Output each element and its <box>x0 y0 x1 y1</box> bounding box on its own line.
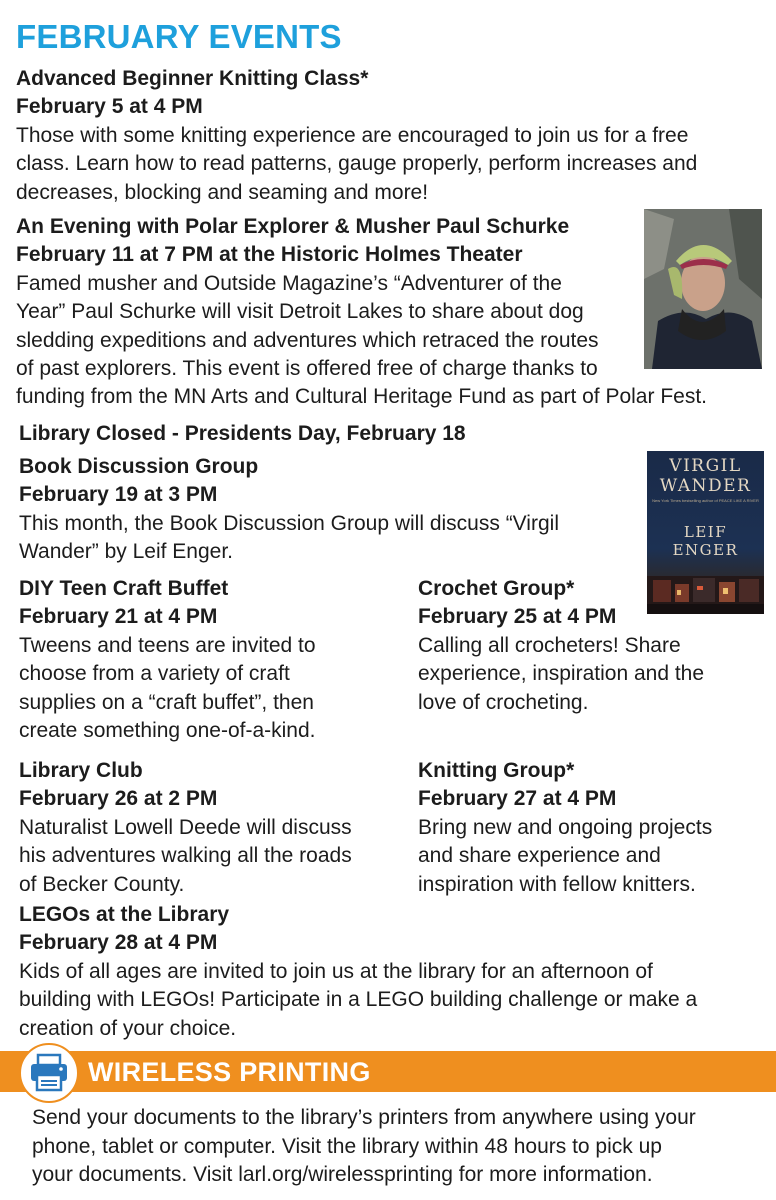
event-knitting-class <box>16 65 761 207</box>
event-desc-line: choose from a variety of craft <box>19 662 290 686</box>
event-desc-line: love of crocheting. <box>418 690 589 714</box>
event-date: February 21 at 4 PM <box>19 605 218 629</box>
event-name: Advanced Beginner Knitting Class* <box>16 67 369 90</box>
event-date: February 25 at 4 PM <box>418 605 617 629</box>
event-name: DIY Teen Craft Buffet <box>19 577 229 600</box>
event-name: Library Club <box>19 759 143 782</box>
event-desc-line: Wander” by Leif Enger. <box>19 540 233 564</box>
event-book-discussion <box>19 453 639 567</box>
event-desc-line: experience, inspiration and the <box>418 662 705 686</box>
page-title: FEBRUARY EVENTS <box>16 18 342 55</box>
event-date: February 19 at 3 PM <box>19 483 218 507</box>
event-desc-line: of Becker County. <box>19 872 185 896</box>
book-title-line: VIRGIL <box>669 456 742 476</box>
wireless-printing-title: WIRELESS PRINTING <box>88 1057 371 1087</box>
event-desc-line: Tweens and teens are invited to <box>19 633 316 657</box>
wireless-line: your documents. Visit larl.org/wirelessprinting for more information. <box>32 1163 653 1187</box>
event-desc-line: Bring new and ongoing projects <box>418 815 713 839</box>
event-date: February 28 at 4 PM <box>19 931 218 955</box>
event-desc-line: Famed musher and Outside Magazine’s “Adventurer of the <box>16 271 562 295</box>
event-desc-line: building with LEGOs! Participate in a LEGO building challenge or make a <box>19 988 698 1012</box>
event-desc-line: his adventures walking all the roads <box>19 844 352 868</box>
event-desc-line: inspiration with fellow knitters. <box>418 872 696 896</box>
event-knitting-group <box>418 757 763 899</box>
event-name: LEGOs at the Library <box>19 903 230 926</box>
event-library-club <box>19 757 409 899</box>
event-date: February 5 at 4 PM <box>16 95 203 119</box>
event-desc-line: create something one-of-a-kind. <box>19 719 316 743</box>
event-name: Crochet Group* <box>418 577 575 600</box>
event-desc-line: supplies on a “craft buffet”, then <box>19 690 314 714</box>
wireless-printing-text <box>32 1104 762 1190</box>
event-desc-line: decreases, blocking and seaming and more! <box>16 180 429 204</box>
book-title-line: WANDER <box>659 476 752 496</box>
event-desc-line: creation of your choice. <box>19 1016 237 1040</box>
event-legos <box>19 901 764 1043</box>
paul-schurke-photo <box>644 209 762 369</box>
event-desc-line: sledding expeditions and adventures which retraced the routes <box>16 328 599 352</box>
event-date: February 11 at 7 PM at the Historic Holmes Theater <box>16 243 523 267</box>
event-desc-line: This month, the Book Discussion Group will discuss “Virgil <box>19 511 559 535</box>
book-author-line: LEIF <box>683 523 728 541</box>
wireless-line: phone, tablet or computer. Visit the library within 48 hours to pick up <box>32 1134 662 1158</box>
event-desc-line: Calling all crocheters! Share <box>418 633 681 657</box>
wireless-line: Send your documents to the library’s printers from anywhere using your <box>32 1106 696 1129</box>
event-library-closed <box>19 420 619 448</box>
event-desc-line: of past explorers. This event is offered free of charge thanks to <box>16 357 598 381</box>
event-desc-line: Naturalist Lowell Deede will discuss <box>19 815 352 839</box>
event-desc-line: Year” Paul Schurke will visit Detroit Lakes to share about dog <box>16 300 584 324</box>
event-name: An Evening with Polar Explorer & Musher Paul Schurke <box>16 215 570 238</box>
event-name: Library Closed - Presidents Day, February 18 <box>19 422 466 445</box>
event-desc-line: class. Learn how to read patterns, gauge properly, perform increases and <box>16 152 698 176</box>
printer-icon-badge <box>19 1043 79 1103</box>
printer-icon <box>28 1053 70 1093</box>
event-name: Knitting Group* <box>418 759 575 782</box>
event-teen-craft <box>19 575 409 745</box>
event-desc-line: and share experience and <box>418 844 661 868</box>
event-date: February 27 at 4 PM <box>418 787 617 811</box>
book-author-line: ENGER <box>672 541 739 559</box>
event-desc-line: Kids of all ages are invited to join us at the library for an afternoon of <box>19 959 653 983</box>
event-name: Book Discussion Group <box>19 455 259 478</box>
event-desc-line: Those with some knitting experience are encouraged to join us for a free <box>16 123 689 147</box>
event-crochet <box>418 575 758 717</box>
book-tagline: New York Times bestselling author of PEACE LIKE A RIVER <box>652 498 759 503</box>
event-desc-line: funding from the MN Arts and Cultural Heritage Fund as part of Polar Fest. <box>16 385 707 409</box>
event-date: February 26 at 2 PM <box>19 787 218 811</box>
